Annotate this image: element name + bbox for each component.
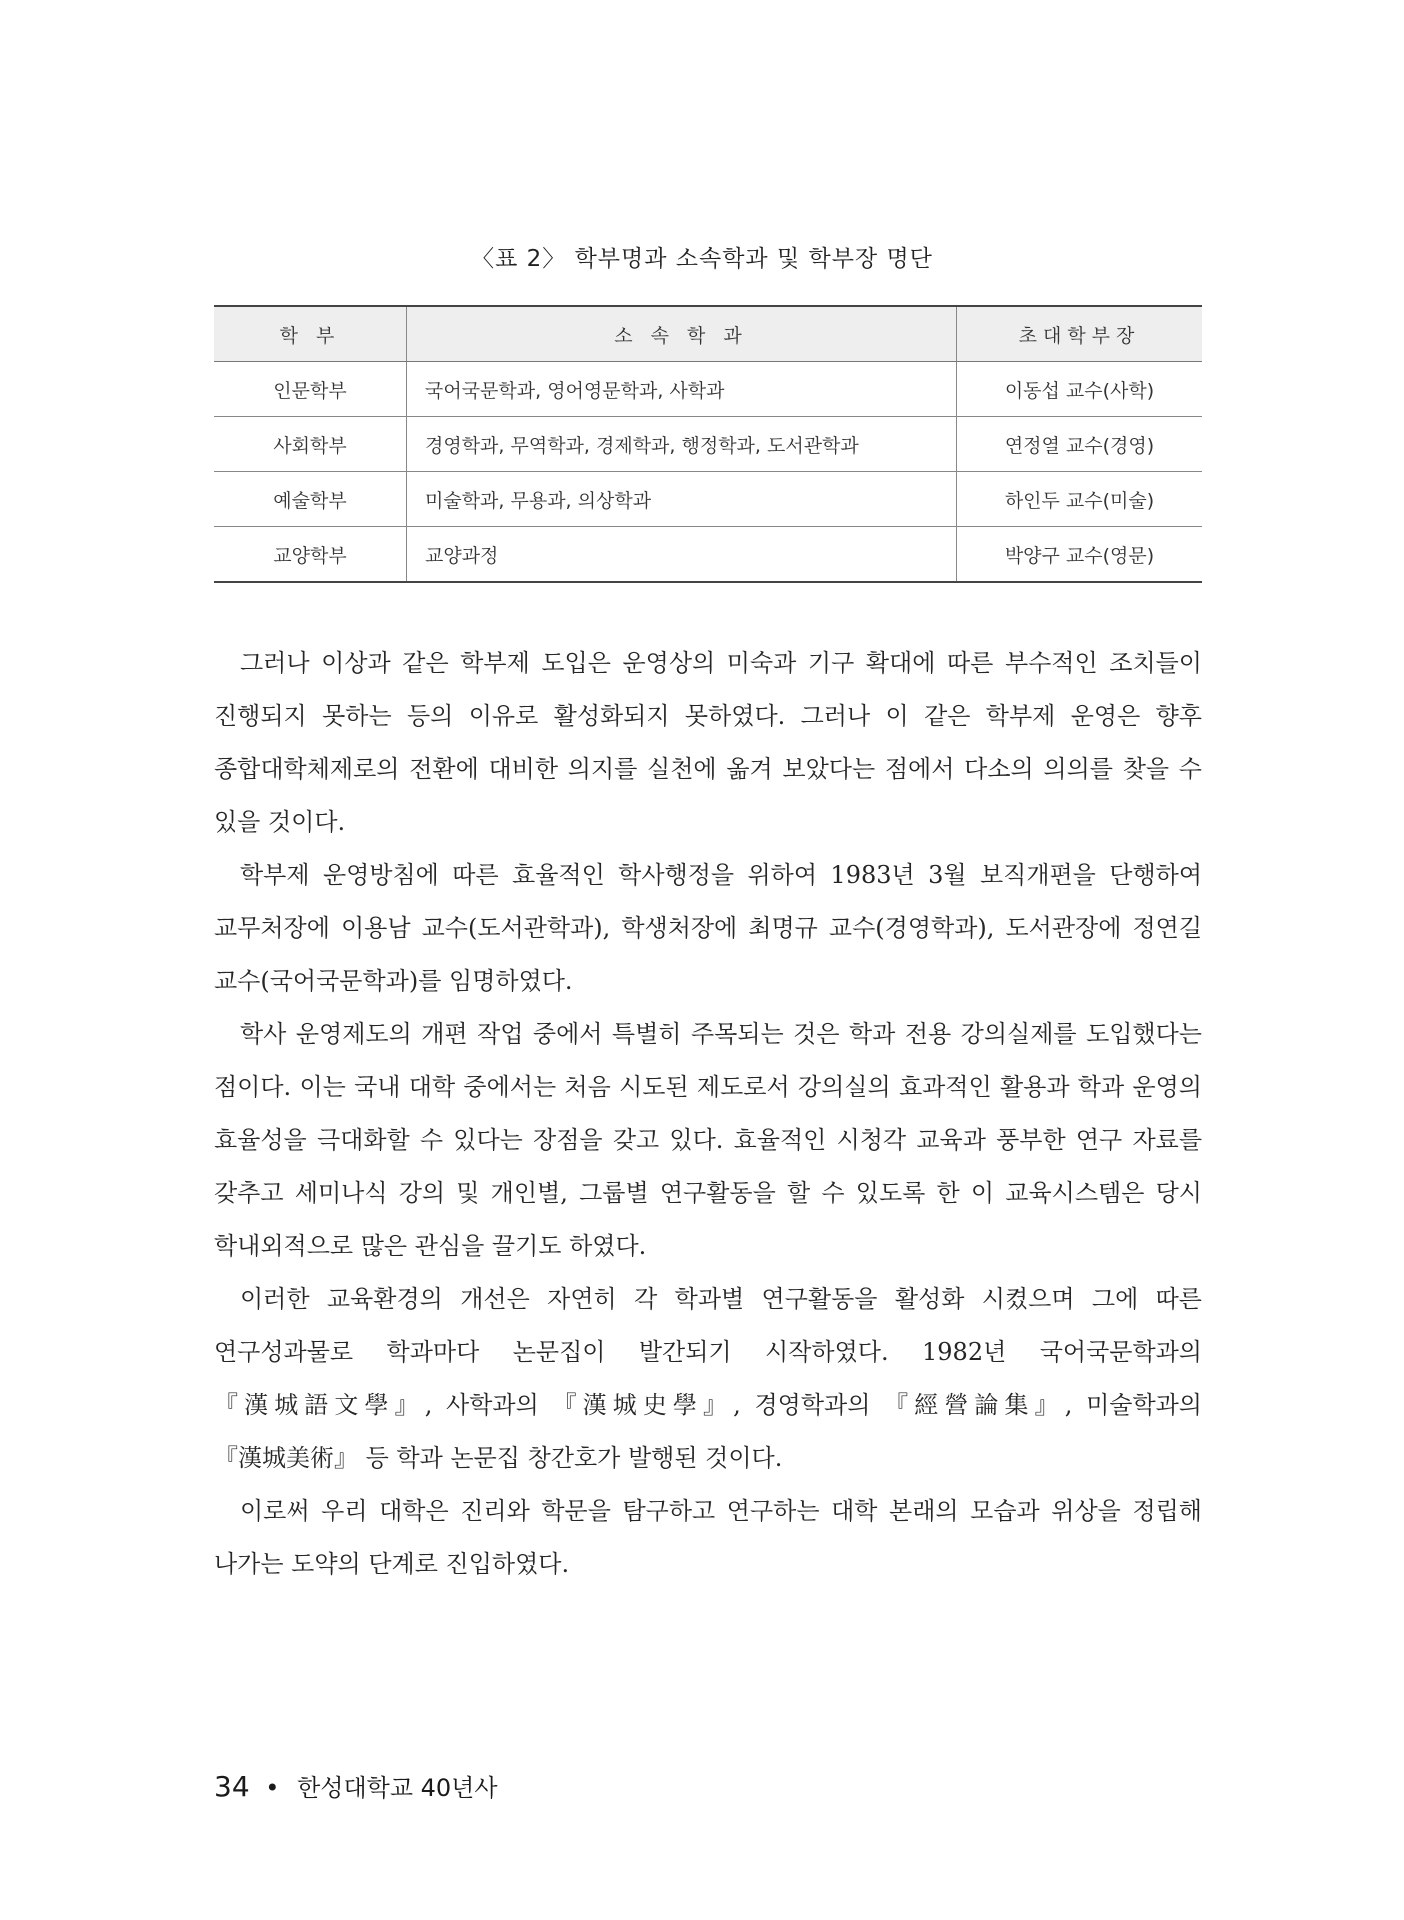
page-number: 34 xyxy=(214,1770,250,1803)
footer-separator: • xyxy=(265,1774,280,1802)
division-cell: 예술학부 xyxy=(214,472,407,527)
dean-cell: 연정열 교수(경영) xyxy=(957,417,1203,472)
dean-cell: 하인두 교수(미술) xyxy=(957,472,1203,527)
header-dean: 초대학부장 xyxy=(957,306,1203,362)
departments-cell: 경영학과, 무역학과, 경제학과, 행정학과, 도서관학과 xyxy=(407,417,957,472)
departments-cell: 국어국문학과, 영어영문학과, 사학과 xyxy=(407,362,957,417)
departments-cell: 교양과정 xyxy=(407,527,957,583)
table-row xyxy=(214,417,1202,472)
table-header-row xyxy=(214,306,1202,362)
department-table xyxy=(214,305,1202,583)
division-cell: 교양학부 xyxy=(214,527,407,583)
paragraph: 이로써 우리 대학은 진리와 학문을 탐구하고 연구하는 대학 본래의 모습과 위상을 정립해 나가는 도약의 단계로 진입하였다. xyxy=(214,1497,1202,1578)
division-cell: 사회학부 xyxy=(214,417,407,472)
division-cell: 인문학부 xyxy=(214,362,407,417)
body-text xyxy=(214,637,1202,1591)
dean-cell: 이동섭 교수(사학) xyxy=(957,362,1203,417)
table-row xyxy=(214,472,1202,527)
table-caption: 〈표 2〉 학부명과 소속학과 및 학부장 명단 xyxy=(471,246,933,272)
header-division: 학 부 xyxy=(214,306,407,362)
paragraph: 학사 운영제도의 개편 작업 중에서 특별히 주목되는 것은 학과 전용 강의실제를 도입했다는 점이다. 이는 국내 대학 중에서는 처음 시도된 제도로서 강의실의 효과적인 활용과 학과 운영의 효율성을 극대화할 수 있다는 장점을 갖고 있다. 효율적인 시청각 교육과 풍부한 연구 자료를 갖추고 세미나식 강의 및 개인별, 그룹별 연구활동을 할 수 있도록 한 이 교육시스템은 당시 학내외적으로 많은 관심을 끌기도 하였다. xyxy=(214,1020,1202,1260)
book-title: 한성대학교 40년사 xyxy=(297,1774,498,1802)
header-departments: 소 속 학 과 xyxy=(407,306,957,362)
departments-cell: 미술학과, 무용과, 의상학과 xyxy=(407,472,957,527)
dean-cell: 박양구 교수(영문) xyxy=(957,527,1203,583)
page-footer xyxy=(214,1768,498,1803)
paragraph: 이러한 교육환경의 개선은 자연히 각 학과별 연구활동을 활성화 시켰으며 그에 따른 연구성과물로 학과마다 논문집이 발간되기 시작하였다. 1982년 국어국문학과의 『漢城語文學』, 사학과의 『漢城史學』, 경영학과의 『經營論集』, 미술학과의 『漢城美術』 등 학과 논문집 창간호가 발행된 것이다. xyxy=(214,1285,1202,1472)
table-row xyxy=(214,527,1202,583)
paragraph: 학부제 운영방침에 따른 효율적인 학사행정을 위하여 1983년 3월 보직개편을 단행하여 교무처장에 이용남 교수(도서관학과), 학생처장에 최명규 교수(경영학과), 도서관장에 정연길 교수(국어국문학과)를 임명하였다. xyxy=(214,861,1202,995)
table-row xyxy=(214,362,1202,417)
paragraph: 그러나 이상과 같은 학부제 도입은 운영상의 미숙과 기구 확대에 따른 부수적인 조치들이 진행되지 못하는 등의 이유로 활성화되지 못하였다. 그러나 이 같은 학부제 운영은 향후 종합대학체제로의 전환에 대비한 의지를 실천에 옮겨 보았다는 점에서 다소의 의의를 찾을 수 있을 것이다. xyxy=(214,649,1202,836)
